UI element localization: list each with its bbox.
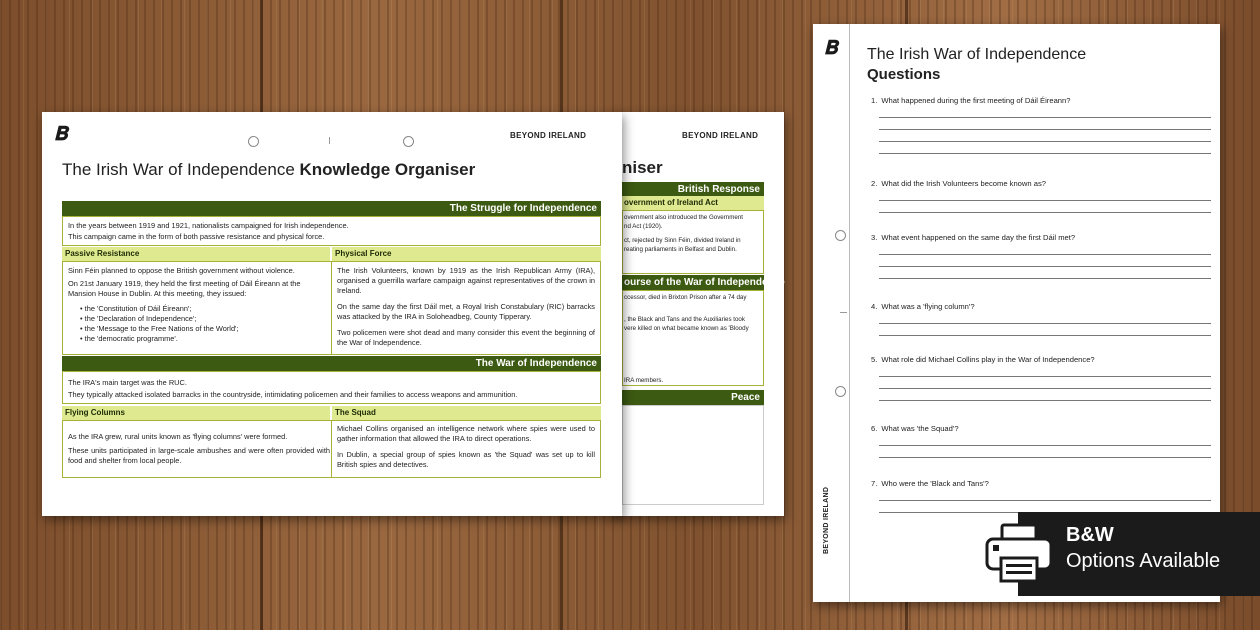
- physical-header: Physical Force: [332, 247, 601, 261]
- answer-line[interactable]: [879, 278, 1211, 279]
- war-intro-2: They typically attacked isolated barracks in the countryside, intimidating policemen and their families to access weapons and ammunition.: [68, 390, 518, 399]
- bw-options-badge: [1018, 512, 1260, 596]
- answer-line[interactable]: [879, 400, 1211, 401]
- question-number: 4.: [871, 302, 878, 311]
- back-worksheet: [612, 112, 784, 516]
- physical-p2: On the same day the first Dáil met, a Royal Irish Constabulary (RIC) barracks was attacked by the IRA in Soloheadbeg, County Tipperary.: [337, 302, 595, 321]
- question-label: What was a 'flying column'?: [881, 302, 975, 311]
- squad-p2: In Dublin, a special group of spies known as 'the Squad' was set up to kill British spies and detectives.: [337, 450, 595, 469]
- question-text: [871, 302, 1211, 312]
- question-number: 5.: [871, 355, 878, 364]
- passive-list-item: • the 'Message to the Free Nations of the World';: [72, 324, 322, 334]
- front-brand: BEYOND IRELAND: [510, 131, 587, 140]
- questions-title: The Irish War of Independence: [867, 46, 1087, 63]
- struggle-intro-1: In the years between 1919 and 1921, nationalists campaigned for Irish independence.: [68, 221, 349, 230]
- course-header: ourse of the War of Independence: [624, 277, 785, 288]
- answer-line[interactable]: [879, 457, 1211, 458]
- beyond-logo-icon: 𝐁: [824, 37, 838, 59]
- punch-hole-icon: [835, 230, 846, 241]
- flying-header: Flying Columns: [62, 406, 330, 420]
- question-item: [871, 479, 1211, 513]
- question-text: [871, 233, 1211, 243]
- course-box: [622, 290, 764, 386]
- answer-line[interactable]: [879, 153, 1211, 154]
- question-text: [871, 355, 1211, 365]
- gov-act-line: ct, rejected by Sinn Féin, divided Ireland in: [624, 237, 741, 244]
- war-header: The War of Independence: [62, 356, 601, 371]
- question-item: [871, 179, 1211, 213]
- flying-p2: These units participated in large-scale ambushes and were often provided with food and shelter from local people.: [68, 446, 330, 465]
- answer-line[interactable]: [879, 500, 1211, 501]
- question-number: 3.: [871, 233, 878, 242]
- war-intro-1: The IRA's main target was the RUC.: [68, 378, 187, 387]
- passive-list-item: • the 'Constitution of Dáil Éireann';: [72, 304, 322, 314]
- question-text: [871, 479, 1211, 489]
- gov-act-header: overnment of Ireland Act: [622, 196, 764, 210]
- gov-act-line: overnment also introduced the Government: [624, 214, 744, 221]
- punch-hole-icon: [835, 386, 846, 397]
- answer-line[interactable]: [879, 266, 1211, 267]
- physical-p1: The Irish Volunteers, known by 1919 as the Irish Republican Army (IRA), organised a guerrilla warfare campaign against representatives of the crown in Ireland.: [337, 266, 595, 295]
- course-line: IRA members.: [624, 377, 664, 384]
- page-title: [62, 160, 475, 180]
- punch-mark: [329, 137, 330, 144]
- course-line: , the Black and Tans and the Auxiliaries took: [624, 316, 745, 323]
- squad-header: The Squad: [332, 406, 601, 420]
- printer-icon: [984, 522, 1054, 584]
- answer-line[interactable]: [879, 376, 1211, 377]
- gov-act-line: nd Act (1920).: [624, 223, 663, 230]
- questions-subtitle: Questions: [867, 66, 941, 83]
- answer-line[interactable]: [879, 254, 1211, 255]
- question-number: 6.: [871, 424, 878, 433]
- question-label: What role did Michael Collins play in the War of Independence?: [881, 355, 1095, 364]
- physical-p3: Two policemen were shot dead and many consider this event the beginning of the War of Independence.: [337, 328, 595, 347]
- question-number: 7.: [871, 479, 878, 488]
- question-item: [871, 424, 1211, 458]
- british-response-header: British Response: [622, 182, 764, 197]
- struggle-intro-2: This campaign came in the form of both passive resistance and physical force.: [68, 232, 325, 241]
- answer-line[interactable]: [879, 335, 1211, 336]
- question-number: 1.: [871, 96, 878, 105]
- question-text: [871, 179, 1211, 189]
- answer-line[interactable]: [879, 388, 1211, 389]
- gov-act-line: reating parliaments in Belfast and Dublin.: [624, 246, 737, 253]
- course-line: ccessor, died in Brixton Prison after a 74 day: [624, 294, 747, 301]
- question-item: [871, 302, 1211, 336]
- title-bold: Knowledge Organiser: [299, 160, 476, 179]
- answer-line[interactable]: [879, 129, 1211, 130]
- passive-list-item: • the 'democratic programme'.: [72, 334, 322, 344]
- flying-p1: As the IRA grew, rural units known as 'flying columns' were formed.: [68, 432, 288, 441]
- beyond-logo-icon: 𝐁: [54, 123, 68, 145]
- question-item: [871, 96, 1211, 154]
- bw-title: B&W: [1066, 524, 1114, 546]
- punch-mark: [840, 312, 847, 313]
- answer-line[interactable]: [879, 200, 1211, 201]
- bw-subtitle: Options Available: [1066, 550, 1221, 572]
- passive-p1: Sinn Féin planned to oppose the British government without violence.: [68, 266, 295, 275]
- question-label: What did the Irish Volunteers become known as?: [881, 179, 1046, 188]
- answer-line[interactable]: [879, 212, 1211, 213]
- question-label: What happened during the first meeting of Dáil Éireann?: [881, 96, 1071, 105]
- margin-line: [849, 24, 850, 602]
- passive-p2: On 21st January 1919, they held the first meeting of Dáil Éireann at the Mansion House in Dublin. At this meeting, they issued:: [68, 279, 301, 298]
- back-title-fragment: niser: [622, 158, 663, 177]
- title-plain: The Irish War of Independence: [62, 160, 300, 179]
- punch-hole-icon: [403, 136, 414, 147]
- answer-line[interactable]: [879, 323, 1211, 324]
- peace-box: [622, 405, 764, 505]
- course-line: vere killed on what became known as 'Bloody: [624, 325, 749, 332]
- question-item: [871, 355, 1211, 401]
- struggle-header: The Struggle for Independence: [62, 201, 601, 216]
- knowledge-organiser-sheet: [42, 112, 622, 516]
- passive-header: Passive Resistance: [62, 247, 330, 261]
- passive-list-item: • the 'Declaration of Independence';: [72, 314, 322, 324]
- question-text: [871, 424, 1211, 434]
- punch-hole-icon: [248, 136, 259, 147]
- question-item: [871, 233, 1211, 279]
- question-label: What event happened on the same day the first Dáil met?: [881, 233, 1076, 242]
- back-brand: BEYOND IRELAND: [682, 131, 759, 140]
- squad-p1: Michael Collins organised an intelligence network where spies were used to gather information that allowed the IRA to direct operations.: [337, 424, 595, 443]
- answer-line[interactable]: [879, 117, 1211, 118]
- question-label: Who were the 'Black and Tans'?: [881, 479, 989, 488]
- vertical-brand: BEYOND IRELAND: [823, 486, 830, 554]
- question-number: 2.: [871, 179, 878, 188]
- answer-line[interactable]: [879, 141, 1211, 142]
- question-text: [871, 96, 1211, 106]
- question-label: What was 'the Squad'?: [881, 424, 959, 433]
- passive-list: [72, 304, 322, 344]
- peace-header: Peace: [622, 390, 764, 405]
- answer-line[interactable]: [879, 445, 1211, 446]
